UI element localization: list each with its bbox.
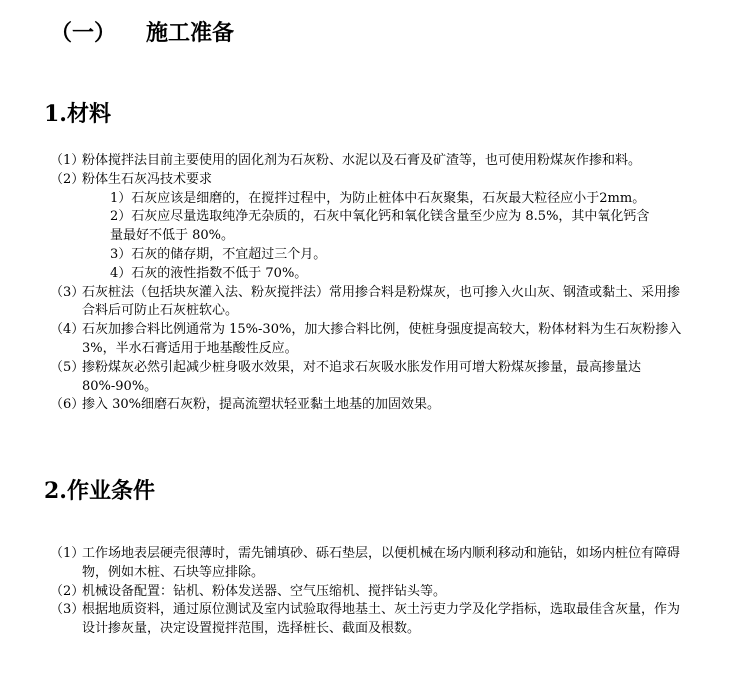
list-item <box>50 152 690 171</box>
item-index: （4） <box>50 322 85 338</box>
sub-item: 1）石灰应该是细磨的，在搅拌过程中，为防止桩体中石灰聚集，石灰最大粒径应小于2mm。 <box>110 190 646 206</box>
item-index: （2） <box>50 583 85 599</box>
item-text: 石灰加掺合料比例通常为 15%-30%，加大掺合料比例，使桩身强度提高较大，粉体材料为生石灰粉掺入 3%，半水石膏适用于地基酸性反应。 <box>82 322 682 356</box>
sub-item: 4）石灰的液性指数不低于 70%。 <box>110 265 308 281</box>
item-text: 掺入 30%细磨石灰粉，提高流塑状轻亚黏土地基的加固效果。 <box>82 397 441 413</box>
item-index: （1） <box>50 546 85 561</box>
chapter-heading <box>50 18 234 50</box>
materials-list <box>50 152 690 415</box>
item-index: （1） <box>50 153 85 168</box>
sub-item: 2）石灰应尽量选取纯净无杂质的，石灰中氧化钙和氧化镁含量至少应为 8.5%，其中氧化钙含量最好不低于 80%。 <box>110 209 650 244</box>
item-text: 机械设备配置：钻机、粉体发送器、空气压缩机、搅拌钻头等。 <box>82 583 447 599</box>
item-text: 粉体生石灰冯技术要求 <box>82 171 213 187</box>
list-item <box>50 321 690 359</box>
item-index: （5） <box>50 359 85 375</box>
item-index: （6） <box>50 397 85 413</box>
item-text: 石灰桩法（包括块灰灌入法、粉灰搅拌法）常用掺合料是粉煤灰，也可掺入火山灰、钢渣或黏土、采用掺合料后可防止石灰桩软心。 <box>82 284 681 319</box>
list-item <box>50 171 690 284</box>
item-text: 掺粉煤灰必然引起减少桩身吸水效果，对不追求石灰吸水胀发作用可增大粉煤灰掺量，最高掺量达 80%-90%。 <box>82 359 642 394</box>
item-text: 工作场地表层硬壳很薄时，需先铺填砂、砾石垫层，以便机械在场内顺利移动和施钻，如场内桩位有障碍物，例如木桩、石块等应排除。 <box>82 546 681 580</box>
item-text: 粉体搅拌法目前主要使用的固化剂为石灰粉、水泥以及石膏及矿渣等，也可使用粉煤灰作掺和料。 <box>82 153 642 168</box>
list-item <box>50 284 690 322</box>
list-item <box>50 359 690 397</box>
list-item <box>50 396 690 415</box>
list-item <box>50 583 690 602</box>
list-item <box>50 545 690 583</box>
chapter-title: 施工准备 <box>146 21 235 46</box>
chapter-number: （一） <box>50 21 117 46</box>
section-title-work-conditions: 2.作业条件 <box>44 478 155 504</box>
work-conditions-list <box>50 545 690 639</box>
item-index: （2） <box>50 171 85 187</box>
item-index: （3） <box>50 284 85 300</box>
sub-item: 3）石灰的储存期，不宜超过三个月。 <box>110 246 327 262</box>
list-item <box>50 601 690 639</box>
item-index: （3） <box>50 602 85 618</box>
item-text: 根据地质资料，通过原位测试及室内试验取得地基土、灰土污吏力学及化学指标，选取最佳含灰量，作为设计掺灰量，决定设置搅拌范围，选择桩长、截面及根数。 <box>82 602 681 637</box>
section-title-materials: 1.材料 <box>44 101 111 127</box>
